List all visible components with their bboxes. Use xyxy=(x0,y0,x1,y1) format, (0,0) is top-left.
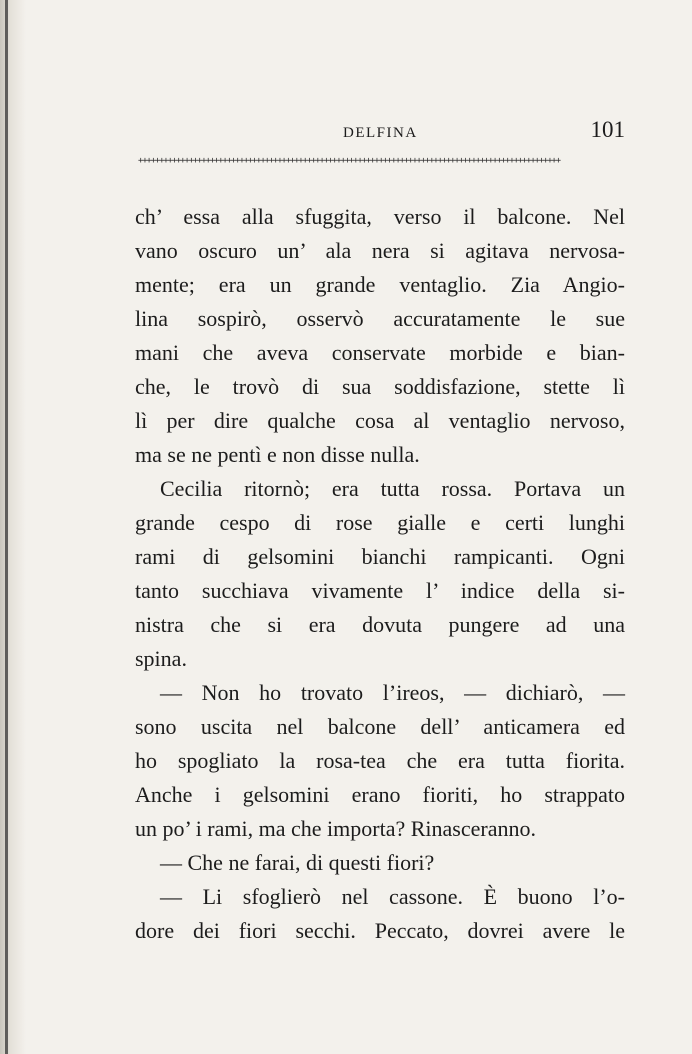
text-line: dore dei fiori secchi. Peccato, dovrei avere le xyxy=(135,918,625,943)
text-line: un po’ i rami, ma che importa? Rinasceranno. xyxy=(135,816,536,841)
text-line: grande cespo di rose gialle e certi lunghi xyxy=(135,510,625,535)
text-line: lina sospirò, osservò accuratamente le sue xyxy=(135,306,625,331)
text-line: — Che ne farai, di questi fiori? xyxy=(160,850,435,875)
text-line: ch’ essa alla sfuggita, verso il balcone. Nel xyxy=(135,204,625,229)
running-title: DELFINA xyxy=(343,125,418,141)
header-ornament-rule: ++++++++++++++++++++++++++++++++++++++++++++++++++++++++++++++++++++++++++++++++++++++++++++++++++++ xyxy=(138,156,560,166)
text-line: Cecilia ritornò; era tutta rossa. Portava un xyxy=(160,476,625,501)
page-number: 101 xyxy=(590,117,625,142)
text-line: che, le trovò di sua soddisfazione, stette lì xyxy=(135,374,625,399)
text-line: sono uscita nel balcone dell’ anticamera ed xyxy=(135,714,625,739)
page-gutter-shadow xyxy=(0,0,26,1054)
text-line: — Li sfoglierò nel cassone. È buono l’o- xyxy=(160,884,625,909)
text-line: lì per dire qualche cosa al ventaglio nervoso, xyxy=(135,408,625,433)
text-line: tanto succhiava vivamente l’ indice della si- xyxy=(135,578,625,603)
text-line: ma se ne pentì e non disse nulla. xyxy=(135,442,420,467)
text-line: nistra che si era dovuta pungere ad una xyxy=(135,612,625,637)
text-line: mani che aveva conservate morbide e bian- xyxy=(135,340,625,365)
text-line: rami di gelsomini bianchi rampicanti. Ogni xyxy=(135,544,625,569)
body-text xyxy=(135,200,625,948)
text-line: mente; era un grande ventaglio. Zia Angio- xyxy=(135,272,625,297)
text-line: — Non ho trovato l’ireos, — dichiarò, — xyxy=(160,680,625,705)
text-line: Anche i gelsomini erano fioriti, ho strappato xyxy=(135,782,625,807)
page-edge xyxy=(5,0,8,1054)
text-line: vano oscuro un’ ala nera si agitava nervosa- xyxy=(135,238,625,263)
text-line: spina. xyxy=(135,646,187,671)
page-header xyxy=(135,115,625,147)
text-line: ho spogliato la rosa-tea che era tutta fiorita. xyxy=(135,748,625,773)
